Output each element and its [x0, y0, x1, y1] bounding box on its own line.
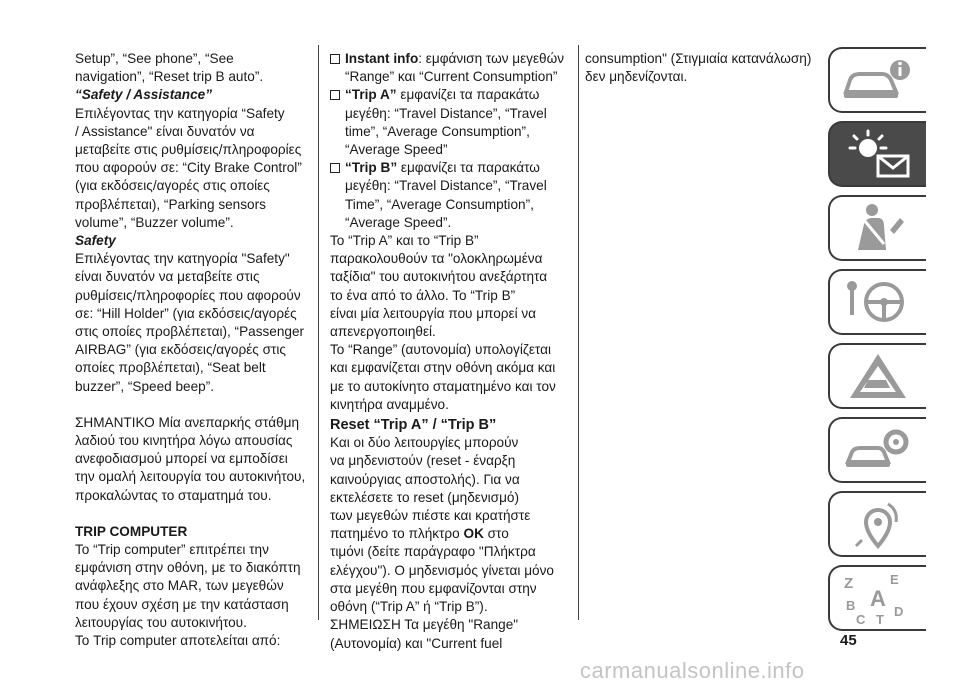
tab-starting-driving[interactable]: [828, 269, 926, 335]
svg-text:Z: Z: [844, 575, 854, 592]
steering-wheel-key-icon: [838, 274, 918, 330]
tab-emergency[interactable]: [828, 343, 926, 409]
tab-lights-messages[interactable]: [828, 121, 926, 187]
tab-safety[interactable]: [828, 195, 926, 261]
tab-maintenance[interactable]: [828, 417, 926, 483]
column-middle: [330, 50, 575, 653]
heading-safety: Safety: [75, 233, 116, 249]
column-divider-1: [318, 45, 319, 620]
paragraph-consumption: consumption" (Στιγμιαία κατανάλωση) δεν μηδενίζονται.: [585, 51, 812, 85]
paragraph-safety-assistance: Επιλέγοντας την κατηγορία “Safety / Assistance" είναι δυνατόν να μεταβείτε στις ρυθμίσεις/πληροφορίες που αφορούν σε: “City Brake Control” (για εκδόσεις/αγορές στις οποίες προβλέπεται), “Parking sensors volume”, “Buzzer volume”.: [75, 105, 302, 230]
svg-text:T: T: [876, 612, 884, 626]
watermark: carmanualsonline.info: [580, 658, 805, 683]
chapter-tabs: [828, 47, 926, 639]
paragraph-range: Το “Range” (αυτονομία) υπολογίζεται και εμφανίζεται στην οθόνη ακόμα και με το αυτοκίνητο σταματημένο και τον κινητήρα αναμμένο.: [330, 342, 556, 412]
svg-text:D: D: [894, 604, 904, 619]
svg-text:A: A: [870, 586, 886, 611]
tab-car-info[interactable]: [828, 47, 926, 113]
paragraph-safety: Επιλέγοντας την κατηγορία "Safety" είναι δυνατόν να μεταβείτε στις ρυθμίσεις/πληροφορίες που αφορούν σε: “Hill Holder” (για εκδόσεις/αγορές στις οποίες προβλέπεται), “Passenger AIRBAG” (για εκδόσεις/αγορές στις οποίες προβλέπεται), “Seat belt buzzer”, “Speed beep”.: [75, 251, 305, 394]
paragraph-important-oil: ΣΗΜΑΝΤΙΚΟ Μία ανεπαρκής στάθμη λαδιού του κινητήρα λόγω απουσίας ανεφοδιασμού μπορεί να εμποδίσει την ομαλή λειτουργία του αυτοκινήτου, προκαλώντας το σταματημά του.: [75, 414, 306, 503]
heading-trip-computer: TRIP COMPUTER: [75, 523, 188, 539]
svg-text:C: C: [856, 612, 866, 626]
svg-text:B: B: [846, 598, 856, 613]
paragraph-trip-a-b: Το “Trip A” και το “Trip B” παρακολουθούν τα "ολοκληρωμένα ταξίδια" του αυτοκινήτου ανεξάρτητα το ένα από το άλλο. Το “Trip B” είναι μία λειτουργία που μπορεί να απενεργοποιηθεί.: [330, 233, 548, 340]
warning-triangle-car-icon: [838, 348, 918, 404]
column-divider-2: [578, 45, 579, 620]
car-info-icon: [838, 52, 918, 108]
ok-key-label: OK: [463, 526, 484, 542]
svg-text:E: E: [890, 572, 899, 587]
checkbox-bullet-icon: [330, 163, 340, 173]
seat-belt-person-icon: [838, 200, 918, 256]
paragraph-setup-items: Setup”, “See phone”, “See navigation”, “Reset trip B auto”.: [75, 51, 264, 85]
tab-alphabetical-index[interactable]: [828, 565, 926, 631]
column-left: [75, 50, 315, 650]
column-right: [585, 50, 820, 86]
lights-envelope-icon: [838, 126, 918, 182]
heading-reset-trip: Reset “Trip A” / “Trip B”: [330, 417, 497, 434]
bullet-trip-b: “Trip B” εμφανίζει τα παρακάτω μεγέθη: “Travel Distance”, “Travel Time”, “Average Consumption”, “Average Speed”.: [330, 159, 575, 232]
page-number: 45: [840, 632, 857, 649]
tab-multimedia[interactable]: [828, 491, 926, 557]
alphabet-index-icon: [838, 570, 918, 626]
maintenance-tools-icon: [838, 422, 918, 478]
bullet-trip-a: “Trip A” εμφανίζει τα παρακάτω μεγέθη: “Travel Distance”, “Travel time”, “Average Consumption”, “Average Speed”: [330, 86, 575, 159]
heading-safety-assistance: “Safety / Assistance”: [75, 87, 213, 103]
bullet-instant-info: Instant info: εμφάνιση των μεγεθών “Range” και “Current Consumption”: [330, 50, 575, 86]
paragraph-trip-computer: Το “Trip computer” επιτρέπει την εμφάνιση στην οθόνη, με το διακόπτη ανάφλεξης στο MAR, των μεγεθών που έχουν σχέση με την κατάσταση λειτουργίας του αυτοκινήτου. Το Trip computer αποτελείται από:: [75, 542, 301, 649]
multimedia-icon: [838, 496, 918, 552]
checkbox-bullet-icon: [330, 90, 340, 100]
paragraph-reset: Και οι δύο λειτουργίες μπορούν να μηδενιστούν (reset - έναρξη καινούργιας αποστολής). Για να εκτελέσετε το reset (μηδενισμό) των μεγεθών πιέστε και κρατήστε πατημένο το πλήκτρο OK στο τιμόνι (δείτε παράγραφο "Πλήκτρα ελέγχου"). Ο μηδενισμός γίνεται μόνο στα μεγέθη που εμφανίζονται στην οθόνη (“Trip A” ή “Trip B”). ΣΗΜΕΙΩΣΗ Τα μεγέθη "Range" (Αυτονομία) και "Current fuel: [330, 435, 554, 651]
checkbox-bullet-icon: [330, 54, 340, 64]
